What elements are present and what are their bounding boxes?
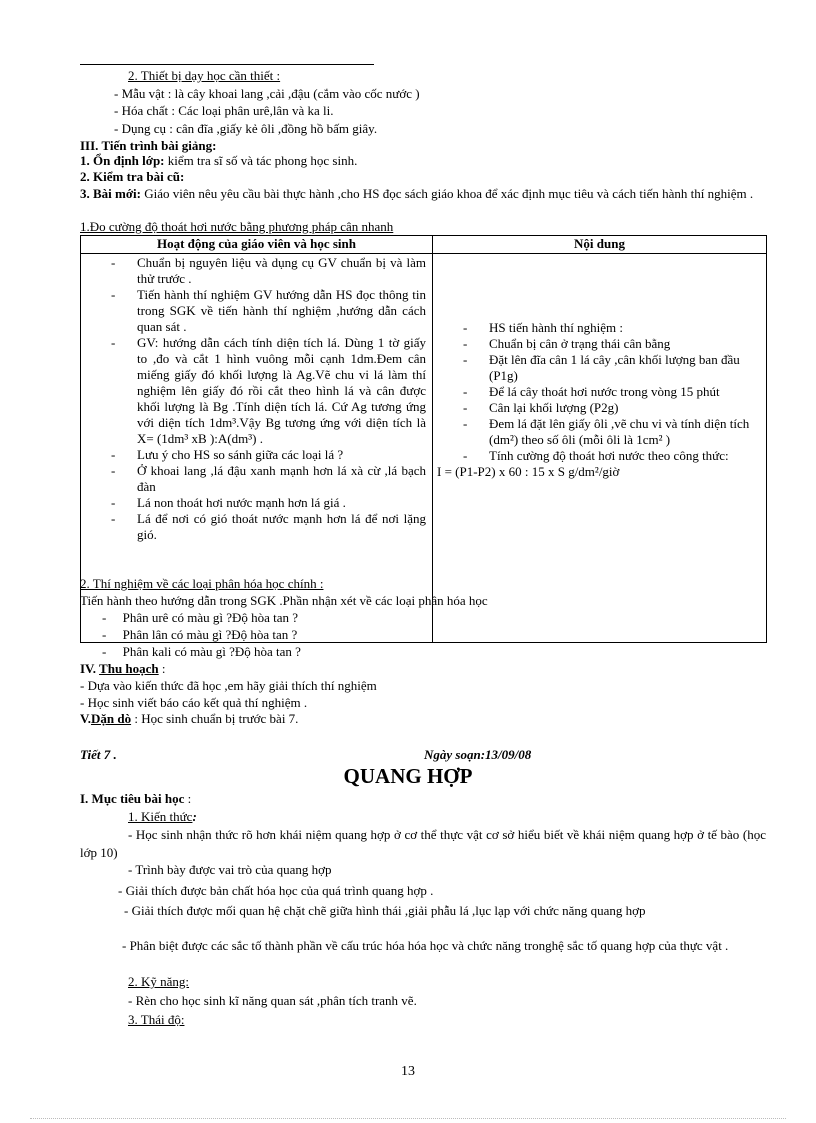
- equipment-item: - Dụng cụ : cân đĩa ,giấy kẻ ôli ,đồng hồ bấm giây.: [114, 121, 378, 136]
- knowledge-heading: [128, 809, 197, 825]
- page-number: 13: [401, 1064, 415, 1079]
- knowledge-item: - Phân biệt được các sắc tố thành phần về cấu trúc hóa hóa học và chức năng tronghệ sắc tố quang hợp của thực vật .: [122, 938, 729, 953]
- activity-list: [81, 255, 432, 543]
- equipment-item: - Mẫu vật : là cây khoai lang ,cải ,đậu (cắm vào cốc nước ): [114, 86, 420, 101]
- list-item: - Chuẩn bị cân ở trạng thái cân bằng: [433, 336, 766, 352]
- step-2-label: 2. Kiểm tra bài cũ:: [80, 169, 185, 184]
- list-item: - Lá để nơi có gió thoát nước mạnh hơn lá để nơi lặng gió.: [81, 511, 432, 543]
- section-4-tail: :: [158, 661, 166, 676]
- section-4-num: IV.: [80, 661, 100, 676]
- procedure-heading: III. Tiến trình bài giảng:: [80, 138, 217, 153]
- question-item: - Phân lân có màu gì ?Độ hòa tan ?: [102, 627, 298, 642]
- objectives-heading-text: I. Mục tiêu bài học: [80, 791, 185, 806]
- list-item: - Lá non thoát hơi nước mạnh hơn lá giá .: [81, 495, 432, 511]
- step-3: [80, 186, 766, 202]
- knowledge-colon: :: [192, 809, 197, 824]
- section-4-heading: [80, 661, 166, 677]
- question-item: - Phân kali có màu gì ?Độ hòa tan ?: [102, 644, 301, 659]
- lesson-date: Ngày soạn:13/09/08: [424, 747, 532, 762]
- lesson-period: Tiết 7 .: [80, 747, 117, 762]
- column-header-activity: Hoạt động của giáo viên và học sinh: [81, 236, 433, 254]
- step-3-text: Giáo viên nêu yêu cầu bài thực hành ,cho HS đọc sách giáo khoa để xác định mục tiêu và cách tiến hành thí nghiệm .: [141, 186, 754, 201]
- step-1-text: kiểm tra sĩ số và tác phong học sinh.: [164, 153, 358, 168]
- equipment-heading: 2. Thiết bị dạy học cần thiết :: [128, 68, 281, 83]
- list-item: - Ở khoai lang ,lá đậu xanh mạnh hơn lá xà cừ ,lá bạch đàn: [81, 463, 432, 495]
- skills-item: - Rèn cho học sinh kĩ năng quan sát ,phân tích tranh vẽ.: [128, 993, 417, 1008]
- section-4-label: Thu hoạch: [99, 661, 159, 676]
- experiment-2-heading: 2. Thí nghiệm về các loại phân hóa học chính :: [80, 576, 324, 591]
- page-bottom-rule: [30, 1118, 786, 1119]
- question-text: Phân kali có màu gì ?Độ hòa tan ?: [122, 644, 301, 659]
- section-5-label: Dặn dò: [90, 711, 132, 726]
- section-5: [80, 711, 298, 727]
- list-item: - Tiến hành thí nghiệm GV hướng dẫn HS đọc thông tin trong SGK về tiến hành thí nghiệm ,hướng dẫn cách quan sát .: [81, 287, 432, 335]
- content-cell: [433, 254, 767, 643]
- experiment-1-heading: 1.Đo cường độ thoát hơi nước bằng phương pháp cân nhanh: [80, 219, 394, 234]
- summary-item: - Học sinh viết báo cáo kết quả thí nghiệm .: [80, 695, 308, 710]
- section-5-num: V.: [80, 711, 91, 726]
- objectives-heading-tail: :: [184, 791, 192, 806]
- knowledge-item: - Trình bày được vai trò của quang hợp: [128, 862, 332, 877]
- top-rule: [80, 64, 374, 65]
- list-item: - Để lá cây thoát hơi nước trong vòng 15 phút: [433, 384, 766, 400]
- step-1-label: 1. Ổn định lớp:: [80, 153, 165, 168]
- knowledge-label: 1. Kiến thức: [128, 809, 193, 824]
- question-text: Phân lân có màu gì ?Độ hòa tan ?: [122, 627, 298, 642]
- formula: I = (P1-P2) x 60 : 15 x S g/dm²/giờ: [437, 464, 620, 479]
- experiment-2-intro-text: Tiến hành theo hướng dẫn trong SGK .Phần nhận xét về các loại phân hóa học: [80, 593, 488, 608]
- step-1: [80, 153, 357, 169]
- content-list: [433, 320, 766, 464]
- question-text: Phân urê có màu gì ?Độ hòa tan ?: [122, 610, 299, 625]
- list-item: - Đem lá đặt lên giấy ôli ,vẽ chu vi và tính diện tích (dm²) theo số ôli (mỗi ôli là 1cm² ): [433, 416, 766, 448]
- section-5-text: : Học sinh chuẩn bị trước bài 7.: [131, 711, 299, 726]
- step-3-label: 3. Bài mới:: [80, 186, 142, 201]
- list-item: - Cân lại khối lượng (P2g): [433, 400, 766, 416]
- summary-item: - Dựa vào kiến thức đã học ,em hãy giải thích thí nghiệm: [80, 678, 377, 693]
- column-header-content: Nội dung: [433, 236, 767, 254]
- knowledge-item: - Học sinh nhận thức rõ hơn khái niệm quang hợp ở cơ thể thực vật cơ sở hiểu biết về khái niệm quang hợp ở tế bào (học lớp 10): [80, 827, 766, 860]
- list-item: - GV: hướng dẫn cách tính diện tích lá. Dùng 1 tờ giấy to ,đo và cắt 1 hình vuông mỗi cạnh 1dm.Đem cân miếng giấy đó khối lượng là Ag.Vẽ chu vi lá làm thí nghiệm lên giấy đó rồi cắt theo hình lá và cân được khối lượng là Bg .Tính diện tích lá. Cứ Ag tương ứng với diện tích 1dm³.Vậy Bg tương ứng với diện tích là X= (1dm³ xB ):A(dm³) .: [81, 335, 432, 447]
- list-item: - Chuẩn bị nguyên liệu và dụng cụ GV chuẩn bị và làm thử trước .: [81, 255, 432, 287]
- experiment-2-intro: [80, 593, 488, 609]
- list-item: - HS tiến hành thí nghiệm :: [433, 320, 766, 336]
- question-item: - Phân urê có màu gì ?Độ hòa tan ?: [102, 610, 299, 625]
- attitude-heading: 3. Thái độ:: [128, 1012, 185, 1027]
- lesson-title: QUANG HỢP: [343, 764, 473, 788]
- list-item: - Tính cường độ thoát hơi nước theo công thức:: [433, 448, 766, 464]
- list-item: - Lưu ý cho HS so sánh giữa các loại lá ?: [81, 447, 432, 463]
- objectives-heading: [80, 791, 191, 807]
- list-item: - Đặt lên đĩa cân 1 lá cây ,cân khối lượng ban đầu (P1g): [433, 352, 766, 384]
- knowledge-item: - Giải thích được bản chất hóa học của quá trình quang hợp .: [118, 883, 434, 898]
- equipment-item: - Hóa chất : Các loại phân urê,lân và ka li.: [114, 103, 334, 118]
- skills-heading: 2. Kỹ năng:: [128, 974, 190, 989]
- table-header-row: [81, 236, 767, 254]
- knowledge-item: - Giải thích được mối quan hệ chặt chẽ giữa hình thái ,giải phẫu lá ,lục lạp với chức năng quang hợp: [124, 903, 646, 918]
